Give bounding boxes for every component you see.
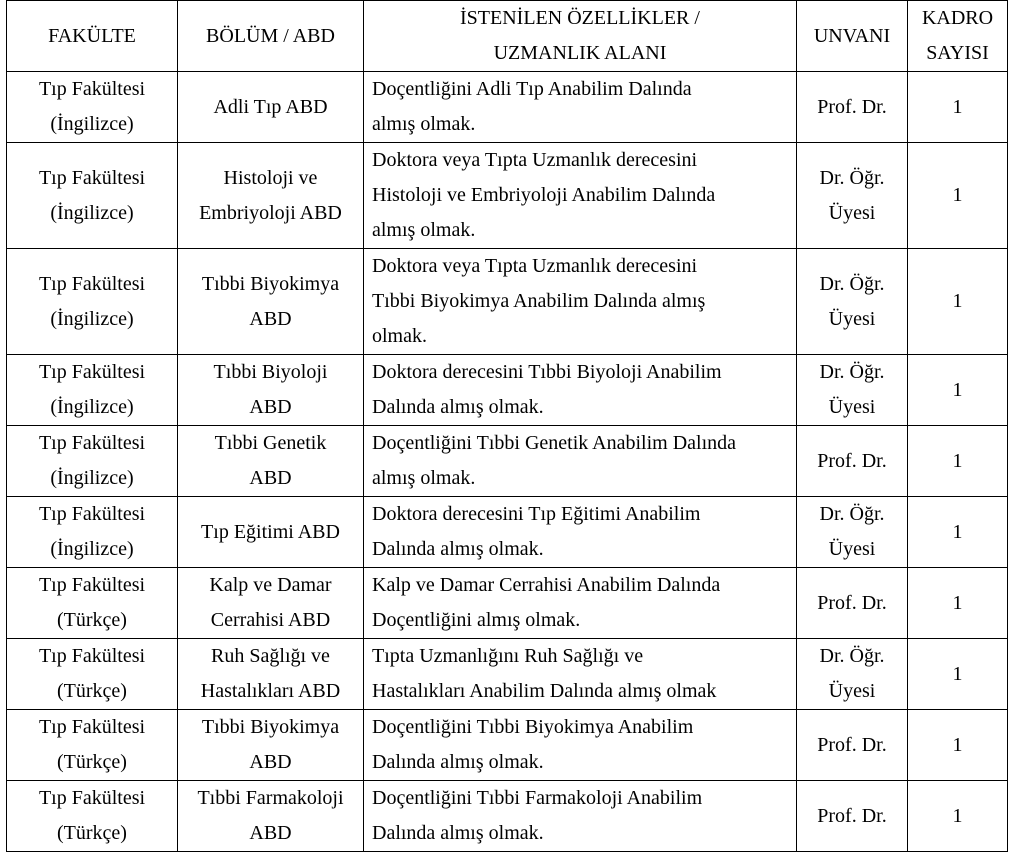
cell-bolum-line: Tıbbi Biyokimya [201,272,340,295]
cell-bolum-line: Tıp Eğitimi ABD [201,520,340,543]
cell-ozellik [364,497,797,568]
cell-fakulte-line: Tıp Fakültesi [38,432,146,454]
cell-ozellik-line: Dalında almış olmak. [372,538,544,560]
cell-fakulte [7,710,178,781]
cell-bolum [178,355,364,426]
cell-ozellik [364,72,797,143]
cell-unvan-line: Prof. Dr. [817,804,887,827]
cell-unvan-line: Prof. Dr. [817,95,887,118]
table-row [7,72,1008,143]
cell-unvan-line: Dr. Öğr. [819,166,885,189]
header-kadro-line2: SAYISI [926,42,989,64]
table-row [7,249,1008,355]
table-row [7,497,1008,568]
cell-bolum-line: Tıbbi Biyokimya [201,716,340,738]
cell-fakulte-line: (Türkçe) [57,609,127,631]
cell-fakulte-line: Tıp Fakültesi [38,787,146,809]
header-ozellikler-line2: UZMANLIK ALANI [493,42,667,64]
header-kadro [908,1,1008,72]
cell-ozellik [364,143,797,249]
cell-unvan [797,249,908,355]
header-fakulte: FAKÜLTE [7,1,178,72]
table-body [7,72,1008,852]
cell-fakulte [7,497,178,568]
cell-kadro: 1 [908,710,1008,781]
cell-fakulte [7,426,178,497]
cell-fakulte [7,355,178,426]
cell-kadro: 1 [908,249,1008,355]
cell-bolum [178,710,364,781]
cell-bolum-line: Kalp ve Damar [209,574,332,596]
cell-fakulte-line: (İngilizce) [50,396,134,418]
cell-ozellik-line: almış olmak. [372,219,476,241]
cell-ozellik [364,249,797,355]
cell-bolum [178,426,364,497]
table-row [7,143,1008,249]
cell-ozellik [364,355,797,426]
header-row [7,1,1008,72]
cell-ozellik-line: Doçentliğini Adli Tıp Anabilim Dalında [372,78,692,100]
table-row [7,355,1008,426]
cell-fakulte-line: (İngilizce) [50,113,134,135]
table-row [7,426,1008,497]
cell-ozellik-line: Dalında almış olmak. [372,751,544,773]
cell-ozellik-line: almış olmak. [372,467,476,489]
header-unvan: UNVANI [797,1,908,72]
cell-ozellik-line: Doçentliğini Tıbbi Farmakoloji Anabilim [372,787,703,809]
cell-unvan-line: Prof. Dr. [817,733,887,756]
cell-ozellik-line: Tıpta Uzmanlığını Ruh Sağlığı ve [372,645,644,667]
cell-ozellik [364,781,797,852]
cell-ozellik-line: Dalında almış olmak. [372,822,544,844]
cell-ozellik [364,426,797,497]
cell-fakulte [7,249,178,355]
cell-bolum-line: Hastalıkları ABD [200,680,341,702]
header-ozellikler-line1: İSTENİLEN ÖZELLİKLER / [460,7,700,29]
cell-fakulte [7,639,178,710]
cell-fakulte-line: Tıp Fakültesi [38,645,146,667]
cell-ozellik [364,568,797,639]
cell-kadro: 1 [908,72,1008,143]
cell-unvan-line: Dr. Öğr. [819,361,885,383]
cell-bolum-line: ABD [249,751,292,773]
cell-fakulte-line: (İngilizce) [50,201,134,224]
cell-ozellik-line: Doktora veya Tıpta Uzmanlık derecesini [372,149,698,171]
cell-ozellik [364,710,797,781]
cell-fakulte-line: (Türkçe) [57,822,127,844]
cell-unvan-line: Üyesi [828,680,876,702]
cell-ozellik-line: Histoloji ve Embriyoloji Anabilim Dalında [372,184,716,206]
cell-bolum [178,143,364,249]
cell-bolum-line: Tıbbi Biyoloji [213,361,328,383]
cell-fakulte-line: Tıp Fakültesi [38,716,146,738]
cell-fakulte-line: (İngilizce) [50,467,134,489]
cell-unvan-line: Üyesi [828,307,876,330]
cell-bolum-line: Ruh Sağlığı ve [211,645,330,667]
cell-bolum [178,781,364,852]
cell-ozellik-line: Doçentliğini Tıbbi Biyokimya Anabilim [372,716,694,738]
cell-kadro: 1 [908,781,1008,852]
cell-kadro: 1 [908,568,1008,639]
cell-ozellik-line: Doktora veya Tıpta Uzmanlık derecesini [372,255,698,277]
cell-bolum-line: Tıbbi Genetik [214,432,327,454]
cell-kadro: 1 [908,497,1008,568]
cell-unvan [797,143,908,249]
cell-bolum-line: ABD [249,467,292,489]
cell-fakulte-line: (Türkçe) [57,680,127,702]
cell-bolum-line: ABD [249,396,292,418]
cell-ozellik-line: Dalında almış olmak. [372,396,544,418]
cell-fakulte-line: Tıp Fakültesi [38,78,146,100]
cell-unvan-line: Prof. Dr. [817,449,887,472]
cell-fakulte-line: (İngilizce) [50,538,134,560]
cell-fakulte-line: Tıp Fakültesi [38,574,146,596]
cell-bolum-line: ABD [249,822,292,844]
cell-unvan [797,355,908,426]
cell-fakulte [7,781,178,852]
cell-fakulte-line: Tıp Fakültesi [38,361,146,383]
cell-ozellik-line: Doktora derecesini Tıbbi Biyoloji Anabilim [372,361,722,383]
cell-ozellik-line: olmak. [372,325,427,347]
cell-fakulte-line: (Türkçe) [57,751,127,773]
cell-fakulte [7,568,178,639]
cell-fakulte-line: Tıp Fakültesi [38,272,146,295]
cell-bolum [178,497,364,568]
cell-bolum [178,72,364,143]
cell-kadro: 1 [908,355,1008,426]
cell-fakulte-line: Tıp Fakültesi [38,166,146,189]
cell-ozellik-line: Tıbbi Biyokimya Anabilim Dalında almış [372,290,706,312]
cell-unvan-line: Dr. Öğr. [819,503,885,525]
cell-ozellik-line: Doçentliğini almış olmak. [372,609,581,631]
cell-unvan [797,568,908,639]
cell-bolum-line: Cerrahisi ABD [210,609,331,631]
cell-bolum [178,568,364,639]
cell-unvan-line: Dr. Öğr. [819,645,885,667]
cell-fakulte [7,72,178,143]
cell-bolum-line: Embriyoloji ABD [199,201,342,224]
cell-unvan-line: Üyesi [828,396,876,418]
cell-bolum-line: ABD [249,307,292,330]
cell-ozellik-line: Hastalıkları Anabilim Dalında almış olmak [372,680,717,702]
table-row [7,639,1008,710]
cell-unvan-line: Üyesi [828,538,876,560]
cell-bolum [178,249,364,355]
cell-bolum-line: Histoloji ve [223,166,318,189]
header-ozellikler [364,1,797,72]
cell-ozellik-line: Doktora derecesini Tıp Eğitimi Anabilim [372,503,701,525]
cell-fakulte [7,143,178,249]
cell-unvan-line: Dr. Öğr. [819,272,885,295]
cell-unvan [797,497,908,568]
cell-unvan-line: Üyesi [828,201,876,224]
cell-bolum-line: Tıbbi Farmakoloji [197,787,344,809]
kadro-table [6,0,1008,852]
header-bolum: BÖLÜM / ABD [178,1,364,72]
table-row [7,568,1008,639]
cell-unvan [797,710,908,781]
table-row [7,781,1008,852]
cell-fakulte-line: (İngilizce) [50,307,134,330]
cell-ozellik [364,639,797,710]
cell-kadro: 1 [908,143,1008,249]
table-row [7,710,1008,781]
cell-ozellik-line: Doçentliğini Tıbbi Genetik Anabilim Dalında [372,432,737,454]
cell-kadro: 1 [908,639,1008,710]
cell-fakulte-line: Tıp Fakültesi [38,503,146,525]
cell-ozellik-line: almış olmak. [372,113,476,135]
cell-ozellik-line: Kalp ve Damar Cerrahisi Anabilim Dalında [372,574,721,596]
cell-unvan [797,781,908,852]
cell-bolum-line: Adli Tıp ABD [213,95,328,118]
cell-unvan [797,426,908,497]
cell-unvan [797,72,908,143]
cell-unvan-line: Prof. Dr. [817,591,887,614]
header-kadro-line1: KADRO [921,7,994,29]
cell-unvan [797,639,908,710]
cell-bolum [178,639,364,710]
cell-kadro: 1 [908,426,1008,497]
